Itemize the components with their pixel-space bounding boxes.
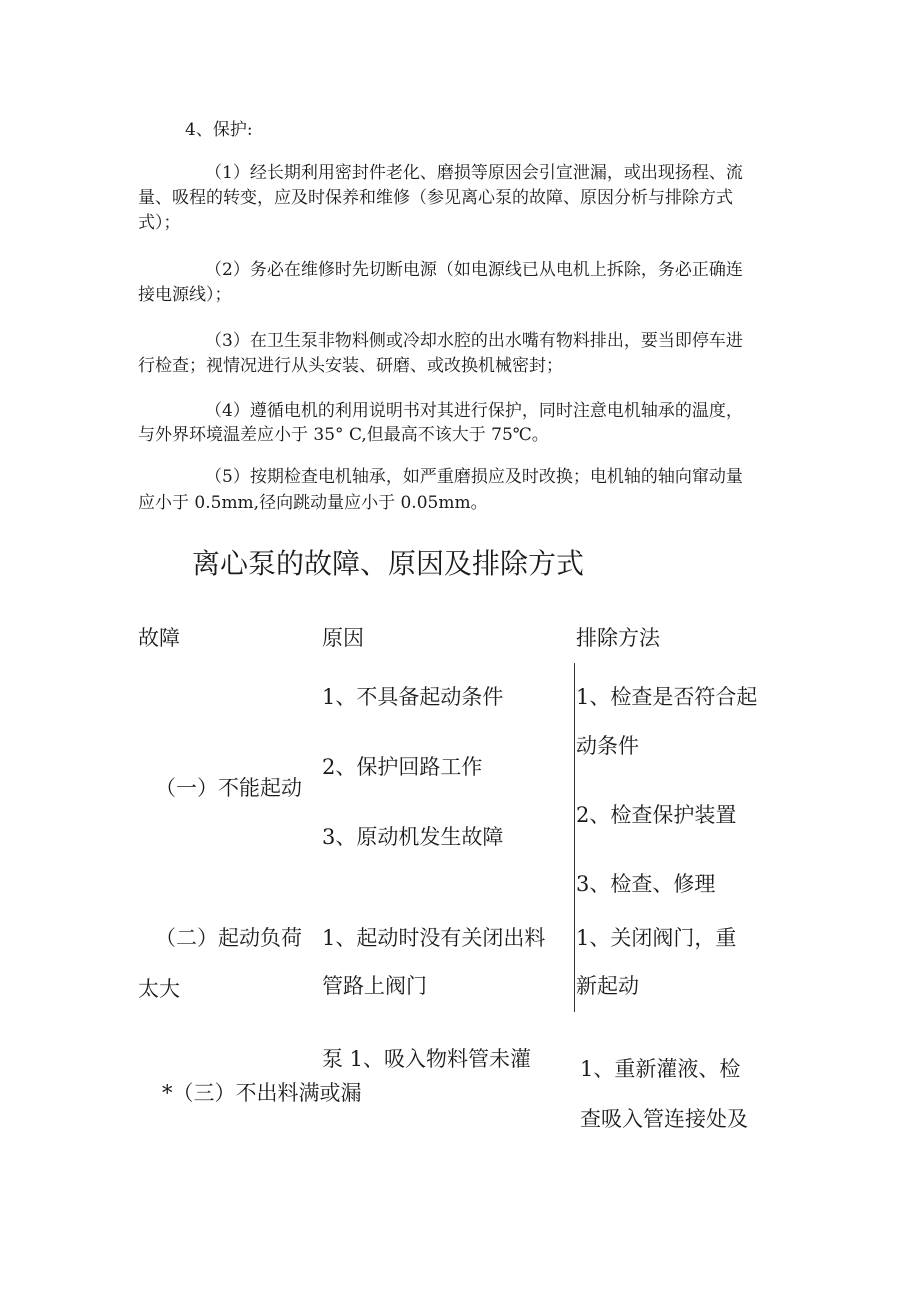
row-2-fault-line-2: 太大 — [138, 977, 180, 1001]
row-1-remedy-2: 2、检查保护装置 — [576, 803, 737, 827]
row-1-cause-1: 1、不具备起动条件 — [322, 685, 504, 709]
row-1-remedy-3: 3、检查、修理 — [576, 872, 716, 896]
paragraph-5-line-2: 应小于 0.5mm,径向跳动量应小于 0.05mm。 — [138, 493, 488, 513]
paragraph-3-line-2: 行检查；视情况进行从头安装、研磨、或改换机械密封； — [138, 356, 563, 376]
row-1-cause-3: 3、原动机发生故障 — [322, 825, 504, 849]
row-3-remedy-line-1: 1、重新灌液、检 — [580, 1057, 741, 1081]
header-remedy: 排除方法 — [576, 626, 660, 650]
column-divider — [574, 663, 575, 1012]
paragraph-1-line-1: （1）经长期利用密封件老化、磨损等原因会引宣泄漏，或出现扬程、流 — [205, 163, 743, 183]
paragraph-1-line-3: 式）； — [138, 213, 181, 233]
row-2-cause-line-1: 1、起动时没有关闭出料 — [322, 926, 546, 950]
row-1-remedy-1b: 动条件 — [576, 734, 639, 758]
paragraph-5-line-1: （5）按期检查电机轴承，如严重磨损应及时改换；电机轴的轴向窜动量 — [205, 467, 743, 487]
row-3-fault: *（三）不出料满或漏 — [162, 1081, 362, 1105]
row-2-remedy-line-1: 1、关闭阀门，重 — [576, 926, 737, 950]
row-3-cause: 泵 1、吸入物料管未灌 — [322, 1047, 532, 1071]
paragraph-3-line-1: （3）在卫生泵非物料侧或冷却水腔的出水嘴有物料排出，要当即停车进 — [205, 331, 743, 351]
paragraph-4-line-1: （4）遵循电机的利用说明书对其进行保护，同时注意电机轴承的温度， — [205, 401, 743, 421]
header-fault: 故障 — [138, 626, 180, 650]
row-1-cause-2: 2、保护回路工作 — [322, 755, 483, 779]
header-cause: 原因 — [322, 626, 364, 650]
section-heading: 4、保护: — [185, 120, 253, 140]
paragraph-4-line-2: 与外界环境温差应小于 35° C,但最高不该大于 75℃。 — [138, 425, 549, 445]
row-2-fault-line-1: （二）起动负荷 — [155, 926, 302, 950]
row-1-remedy-1a: 1、检查是否符合起 — [576, 685, 758, 709]
paragraph-1-line-2: 量、吸程的转变，应及时保养和维修（参见离心泵的故障、原因分析与排除方式 — [138, 188, 733, 208]
row-3-remedy-line-2: 查吸入管连接处及 — [580, 1107, 748, 1131]
paragraph-2-line-2: 接电源线）； — [138, 285, 232, 305]
row-1-fault: （一）不能起动 — [155, 776, 302, 800]
table-title: 离心泵的故障、原因及排除方式 — [192, 547, 585, 580]
row-2-cause-line-2: 管路上阀门 — [322, 974, 427, 998]
row-2-remedy-line-2: 新起动 — [576, 974, 639, 998]
paragraph-2-line-1: （2）务必在维修时先切断电源（如电源线已从电机上拆除，务必正确连 — [205, 260, 743, 280]
